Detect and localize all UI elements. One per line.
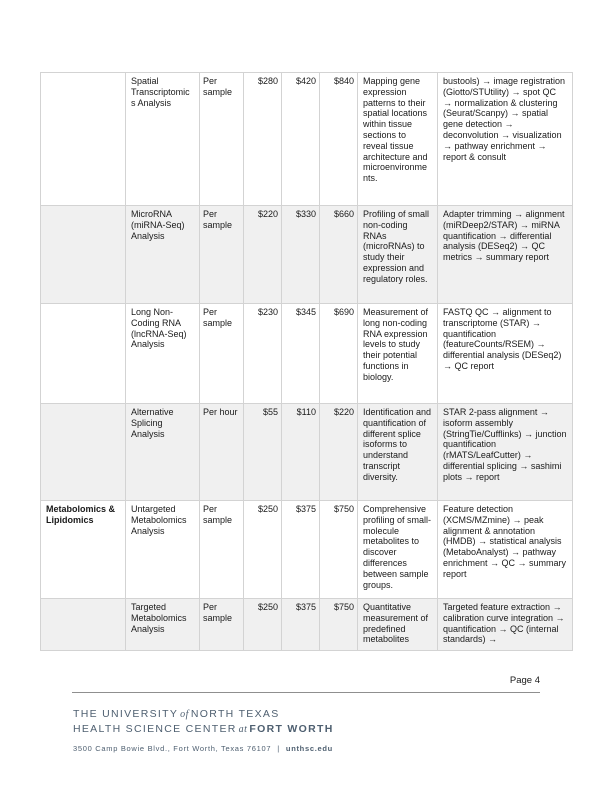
price-1-cell: $250 [244, 501, 282, 599]
service-cell: Alternative Splicing Analysis [126, 404, 200, 501]
price-2-cell: $330 [282, 206, 320, 304]
address-text: 3500 Camp Bowie Blvd., Fort Worth, Texas 76107 [73, 744, 272, 753]
description-cell: Quantitative measurement of predefined metabolites [358, 599, 438, 651]
pricing-table [40, 72, 573, 651]
unit-cell: Per sample [200, 73, 244, 206]
website-text: unthsc.edu [285, 744, 333, 753]
category-cell [41, 599, 126, 651]
category-cell [41, 206, 126, 304]
brand-address-line [73, 744, 334, 753]
category-cell [41, 304, 126, 404]
footer-divider [72, 692, 540, 693]
service-cell: Long Non-Coding RNA (lncRNA-Seq) Analysis [126, 304, 200, 404]
pipeline-cell: Feature detection (XCMS/MZmine) → peak alignment & annotation (HMDB) → statistical analysis (MetaboAnalyst) → pathway enrichment → QC → summary report [438, 501, 573, 599]
brand-line-1 [73, 707, 334, 722]
price-2-cell: $420 [282, 73, 320, 206]
address-divider: | [277, 744, 280, 753]
price-2-cell: $375 [282, 599, 320, 651]
unit-cell: Per sample [200, 206, 244, 304]
price-3-cell: $220 [320, 404, 358, 501]
price-3-cell: $690 [320, 304, 358, 404]
unit-cell: Per sample [200, 599, 244, 651]
service-cell: MicroRNA (miRNA-Seq) Analysis [126, 206, 200, 304]
unit-cell: Per hour [200, 404, 244, 501]
price-1-cell: $250 [244, 599, 282, 651]
price-1-cell: $55 [244, 404, 282, 501]
pipeline-cell: STAR 2-pass alignment → isoform assembly (StringTie/Cufflinks) → junction quantification (rMATS/LeafCutter) → differential splicing → sashimi plots → report [438, 404, 573, 501]
price-1-cell: $220 [244, 206, 282, 304]
brand-line2-conj: at [238, 724, 248, 735]
unit-cell: Per sample [200, 304, 244, 404]
price-1-cell: $280 [244, 73, 282, 206]
pipeline-cell: bustools) → image registration (Giotto/STUtility) → spot QC → normalization & clustering (Seurat/Scanpy) → spatial gene detection → deconvolution → visualization → pathway enrichment → report & consult [438, 73, 573, 206]
category-cell: Metabolomics & Lipidomics [41, 501, 126, 599]
price-1-cell: $230 [244, 304, 282, 404]
unit-cell: Per sample [200, 501, 244, 599]
page-number: Page 4 [509, 675, 540, 686]
category-cell [41, 73, 126, 206]
pipeline-cell: Adapter trimming → alignment (miRDeep2/STAR) → miRNA quantification → differential analysis (DESeq2) → QC metrics → summary report [438, 206, 573, 304]
description-cell: Comprehensive profiling of small-molecule metabolites to discover differences between sample groups. [358, 501, 438, 599]
service-cell: Spatial Transcriptomics Analysis [126, 73, 200, 206]
brand-line1-b: NORTH TEXAS [190, 708, 280, 720]
service-cell: Targeted Metabolomics Analysis [126, 599, 200, 651]
price-3-cell: $750 [320, 501, 358, 599]
university-brand-block [73, 707, 334, 753]
brand-line1-a: THE UNIVERSITY [73, 708, 179, 720]
pipeline-cell: FASTQ QC → alignment to transcriptome (STAR) → quantification (featureCounts/RSEM) → differential analysis (DESeq2) → QC report [438, 304, 573, 404]
price-2-cell: $345 [282, 304, 320, 404]
brand-line2-a: HEALTH SCIENCE CENTER [73, 723, 237, 735]
price-3-cell: $660 [320, 206, 358, 304]
description-cell: Measurement of long non-coding RNA expression levels to study their potential functions in biology. [358, 304, 438, 404]
brand-line2-b: FORT WORTH [249, 723, 334, 735]
price-3-cell: $840 [320, 73, 358, 206]
category-cell [41, 404, 126, 501]
brand-line1-conj: of [180, 709, 189, 720]
price-2-cell: $110 [282, 404, 320, 501]
pipeline-cell: Targeted feature extraction → calibration curve integration → quantification → QC (internal standards) → [438, 599, 573, 651]
brand-line-2 [73, 722, 334, 737]
service-cell: Untargeted Metabolomics Analysis [126, 501, 200, 599]
description-cell: Profiling of small non-coding RNAs (microRNAs) to study their expression and regulatory roles. [358, 206, 438, 304]
description-cell: Mapping gene expression patterns to their spatial locations within tissue sections to reveal tissue architecture and microenvironments. [358, 73, 438, 206]
description-cell: Identification and quantification of different splice isoforms to understand transcript diversity. [358, 404, 438, 501]
price-2-cell: $375 [282, 501, 320, 599]
price-3-cell: $750 [320, 599, 358, 651]
